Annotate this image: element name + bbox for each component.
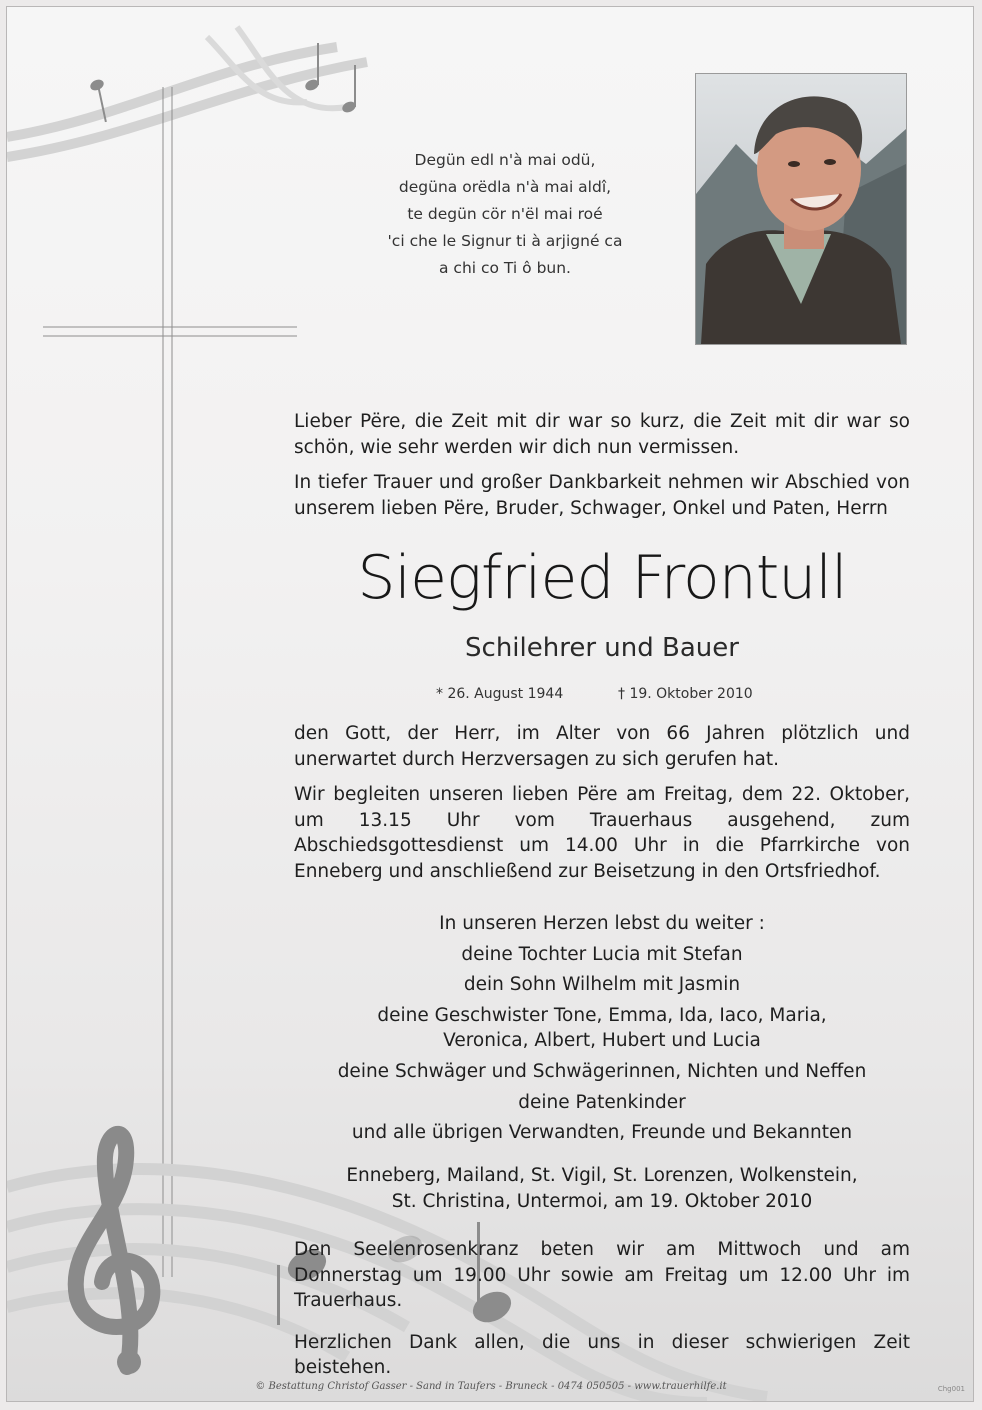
mourner-line: deine Schwäger und Schwägerinnen, Nichten und Neffen <box>337 1060 867 1082</box>
birth-date: * 26. August 1944 <box>436 686 564 702</box>
thanks-paragraph: Herzlichen Dank allen, die uns in dieser schwierigen Zeit beistehen. <box>294 1331 910 1378</box>
intro-paragraph: Lieber Përe, die Zeit mit dir war so kurz, die Zeit mit dir war so schön, wie sehr werden wir dich nun vermissen. <box>294 411 910 458</box>
mourner-line: Veronica, Albert, Hubert und Lucia <box>443 1030 761 1052</box>
staff-lines-top <box>7 47 367 157</box>
closing-text <box>294 1237 910 1381</box>
mourner-line: deine Geschwister Tone, Emma, Ida, Iaco, Maria, <box>377 1004 827 1026</box>
poem-line: degüna orëdla n'à mai aldî, <box>398 178 612 196</box>
rosary-paragraph: Den Seelenrosenkranz beten wir am Mittwoch und am Donnerstag um 19.00 Uhr sowie am Freitag um 12.00 Uhr im Trauerhaus. <box>294 1239 910 1311</box>
places-line: St. Christina, Untermoi, am 19. Oktober 2010 <box>391 1191 813 1212</box>
corner-mark: Chg001 <box>937 1385 965 1393</box>
obituary-card <box>6 6 974 1402</box>
poem-line: 'ci che le Signur ti à arjigné ca <box>387 232 623 250</box>
poem-line: te degün cör n'ël mai roé <box>407 205 603 223</box>
places-line: Enneberg, Mailand, St. Vigil, St. Lorenzen, Wolkenstein, <box>346 1165 858 1186</box>
mourners-list <box>294 909 910 1149</box>
footer-credit: © Bestattung Christof Gasser - Sand in Taufers - Bruneck - 0474 050505 - www.trauerhilfe.it <box>255 1381 727 1392</box>
mourner-line: und alle übrigen Verwandten, Freunde und Bekannten <box>351 1122 853 1144</box>
deceased-name: Siegfried Frontull <box>357 543 847 613</box>
poem <box>345 147 665 282</box>
poem-line: Degün edl n'à mai odü, <box>414 151 596 169</box>
mourner-line: dein Sohn Wilhelm mit Jasmin <box>463 974 741 996</box>
clef-dot <box>117 1350 141 1374</box>
funeral-paragraph: Wir begleiten unseren lieben Përe am Freitag, dem 22. Oktober, um 13.15 Uhr vom Trauerhaus ausgehend, zum Abschiedsgottesdienst um 14.00 Uhr in die Pfarrkirche von Enneberg und anschließend zur Beisetzung in den Ortsfriedhof. <box>294 784 910 882</box>
death-date: † 19. Oktober 2010 <box>618 686 753 702</box>
death-paragraph: den Gott, der Herr, im Alter von 66 Jahren plötzlich und unerwartet durch Herzversagen zu sich gerufen hat. <box>294 723 910 770</box>
places-and-date <box>294 1163 910 1215</box>
intro-text <box>294 409 910 521</box>
intro-paragraph: In tiefer Trauer und großer Dankbarkeit nehmen wir Abschied von unserem lieben Përe, Bruder, Schwager, Onkel und Paten, Herrn <box>294 472 910 519</box>
life-dates <box>294 686 910 708</box>
mourner-line: In unseren Herzen lebst du weiter : <box>439 913 765 934</box>
poem-line: a chi co Ti ô bun. <box>439 259 571 277</box>
portrait-photo <box>695 73 907 345</box>
mourner-line: deine Patenkinder <box>518 1091 686 1113</box>
cross <box>43 87 297 1277</box>
mourner-line: deine Tochter Lucia mit Stefan <box>461 943 743 965</box>
death-notice <box>294 721 910 884</box>
deceased-profession: Schilehrer und Bauer <box>465 633 739 663</box>
